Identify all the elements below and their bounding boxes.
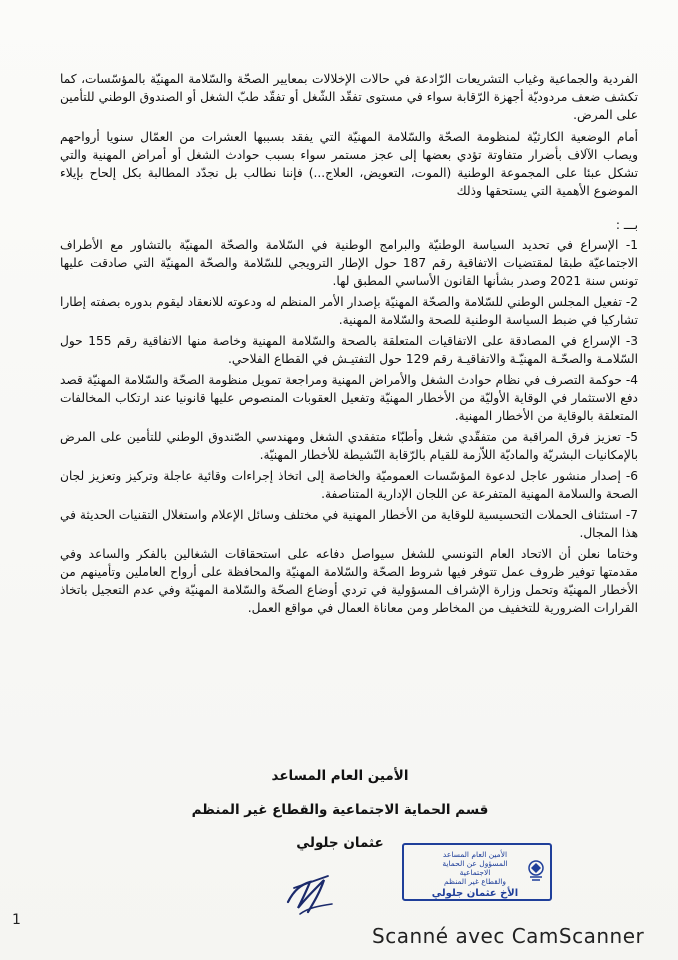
closing-paragraph: وختاما نعلن أن الاتحاد العام التونسي للشغل سيواصل دفاعه على استحقاقات الشغالين بالفكر والساعد وفي مقدمتها توفير ظروف عمل تتوفر فيها شروط الصحّة والسّلامة المهنيّة والمحافظة على أرواح العاملين وتأمينهم من الأخطار المهنيّة وتحمل وزارة الإشراف المسؤولية في تردي أوضاع الصحّة والسّلامة المهنيّة وفي عدم التعجيل باتخاذ القرارات الضرورية للتخفيف من المخاطر ومن معاناة العمال في مواقع العمل. (60, 547, 638, 615)
signatory-department: قسم الحماية الاجتماعية والقطاع غير المنظم (191, 802, 489, 818)
signatory-title: الأمين العام المساعد (271, 768, 409, 784)
union-logo-icon (526, 859, 546, 883)
paragraph-1: الفردية والجماعية وغياب التشريعات الرّادعة في حالات الإخلالات بمعايير الصحّة والسّلامة المهنيّة بالمؤسّسات، كما تكشف ضعف مردوديّة أجهزة الرّقابة سواء في مستوى تفقّد الشّغل أو تفقّد طبّ الشغل أو الصندوق الوطني للتأمين على المرض. (60, 72, 638, 122)
signatory-name: عثمان جلولي (296, 835, 384, 851)
demand-item-7: 7- استئناف الحملات التحسيسية للوقاية من الأخطار المهنية في مختلف وسائل الإعلام واستغلال التقنيات الحديثة في هذا المجال. (60, 508, 638, 540)
stamp-line: المسؤول عن الحماية الاجتماعية (442, 859, 508, 877)
demand-item-5: 5- تعزيز فرق المراقبة من متفقّدي شغل وأطبّاء متفقدي الشغل ومهندسي الصّندوق الوطني للتأمين على المرض بالإمكانيات البشريّة والماديّة اللاّزمة للقيام بالرّقابة النّشيطة للأخطار المهنيّة. (60, 430, 638, 462)
stamp-line: والقطاع غير المنظم (444, 877, 506, 886)
paragraph-2: أمام الوضعية الكارثيّة لمنظومة الصحّة والسّلامة المهنيّة التي يفقد بسببها العشرات من العمّال سنويا أرواحهم ويصاب الآلاف بأضرار متفاوتة تؤدي بعضها إلى عجز مستمر سواء بسبب حوادث الشغل أو أمراض المهنية والتي تشكل عبئا على المجموعة الوطنية (الموت، التعويض، العلاج...) فإننا نطالب بل نجدّد المطالبة بكل إلحاح بإيلاء الموضوع الأهمية التي يستحقها وذلك (60, 130, 638, 198)
page-number: 1 (12, 912, 21, 928)
letter-body (60, 70, 638, 621)
stamp-name: الأخ عثمان جلولي (431, 888, 519, 899)
demands-heading: بـــ : (615, 218, 638, 232)
stamp-line: الأمين العام المساعد (442, 850, 508, 859)
handwritten-signature (280, 868, 340, 918)
demand-item-2: 2- تفعيل المجلس الوطني للسّلامة والصحّة المهنيّة بإصدار الأمر المنظم له ودعوته للانعقاد ليقوم بدوره بصفته إطارا تشاركيا في ضبط السياسة الوطنية للصحة والسّلامة المهنية. (60, 295, 638, 327)
demand-item-3: 3- الإسراع في المصادقة على الاتفاقيات المتعلقة بالصحة والسّلامة المهنية وخاصة منها الاتفاقية رقم 155 حول السّلامـة والصحّـة المهنيّـة والاتفاقيـة رقم 129 حول التفتيـش في القطاع الفلاحي. (60, 334, 638, 366)
demand-item-4: 4- حوكمة التصرف في نظام حوادث الشغل والأمراض المهنية ومراجعة تمويل منظومة الصحّة والسّلامة المهنيّة قصد دفع الاستثمار في الوقاية الأوليّة من الأخطار المهنيّة وتفعيل العقوبات المنصوص عليها قانونيا عند ارتكاب المخالفات المتعلقة بالوقاية من الأخطار المهنية. (60, 373, 638, 423)
scanner-watermark: Scanné avec CamScanner (372, 924, 645, 948)
demand-item-1: 1- الإسراع في تحديد السياسة الوطنيّة والبرامج الوطنية في السّلامة والصحّة المهنيّة بالتشاور مع الأطراف الاجتماعيّة طبقا لمقتضيات الاتفاقية رقم 187 حول الإطار الترويجي للسّلامة والصحّة المهنيّة التي صادقت عليها تونس سنة 2021 وصدر بشأنها القانون الأساسي المطبق لها. (60, 238, 639, 288)
spacer (60, 204, 638, 216)
official-stamp (402, 843, 552, 901)
demand-item-6: 6- إصدار منشور عاجل لدعوة المؤسّسات العموميّة والخاصة إلى اتخاذ إجراءات وقائية عاجلة وتركيز وتعزيز لجان الصحة والسلامة المهنية المتفرعة عن اللجان الإدارية المتناصفة. (60, 469, 638, 501)
